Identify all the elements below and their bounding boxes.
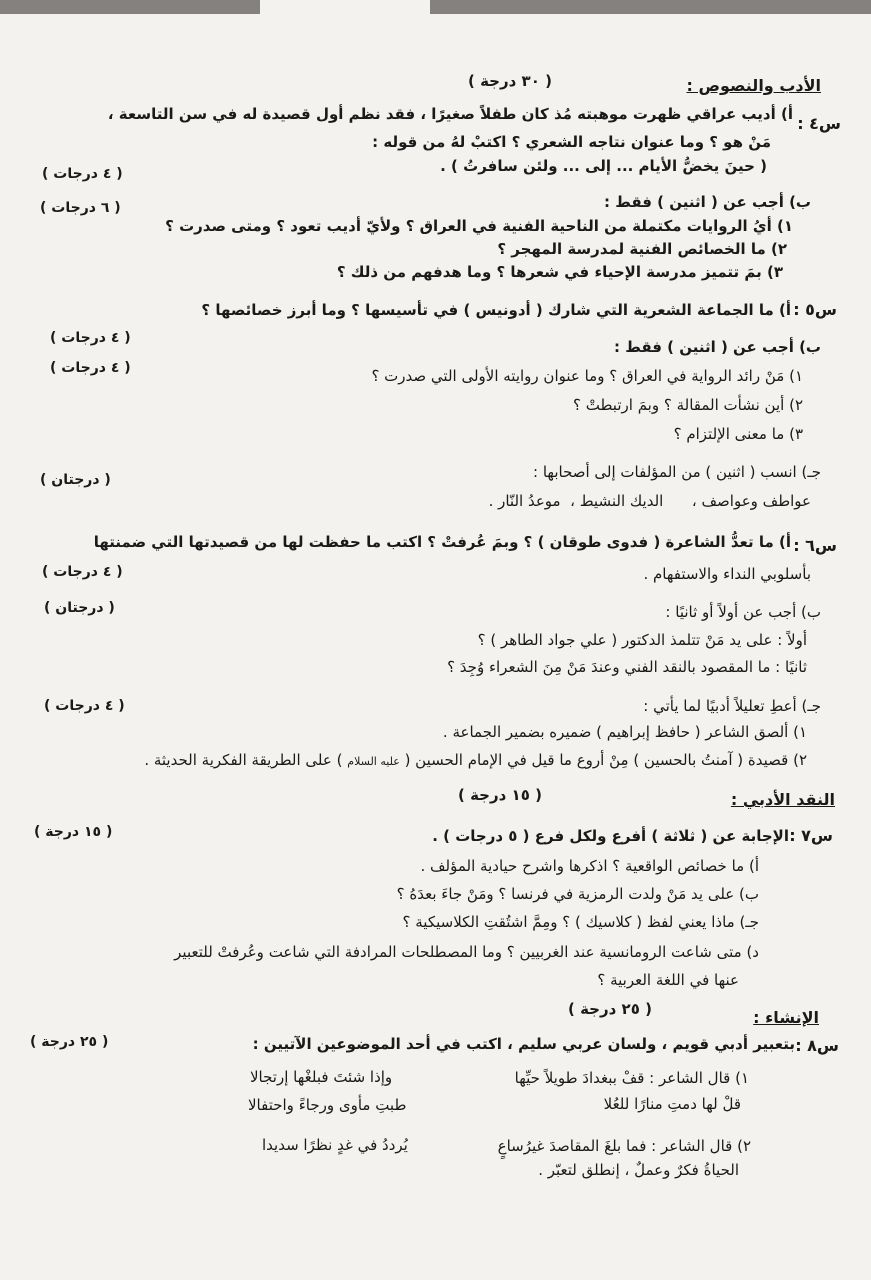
q8-topic2-line2: الحياةُ فكرٌ وعملٌ ، إنطلق لتعبّر . <box>538 1161 739 1179</box>
question-label-q5: س٥ : <box>793 300 837 319</box>
q6-c-item2-part1: ٢) قصيدة ( آمنتُ بالحسين ) مِنْ أروع ما قيل في الإمام الحسين ( <box>404 751 807 769</box>
q7-item-a: أ) ما خصائص الواقعية ؟ اذكرها واشرح حيادية المؤلف . <box>420 857 759 875</box>
q7-head: الإجابة عن ( ثلاثة ) أفرع ولكل فرع ( ٥ درجات ) . <box>432 827 789 845</box>
q4-a-marks: ( ٤ درجات ) <box>42 166 123 182</box>
section-title-composition: الإنشاء : <box>753 1008 819 1027</box>
q8-topic2-verse-second: يُرددُ في غدٍ نظرًا سديدا <box>262 1136 408 1154</box>
q4-b-item3: ٣) بمَ تتميز مدرسة الإحياء في شعرها ؟ وما هدفهم من ذلك ؟ <box>336 263 783 281</box>
q8-topic1-verse2-first: قلْ لها دمتِ منارًا للعُلا <box>603 1095 741 1113</box>
q6-c-head: جـ) أعطِ تعليلاً أدبيًا لما يأتي : <box>643 697 821 715</box>
q4-a-line1: أ) أديب عراقي ظهرت موهبته مُذ كان طفلاً صغيرًا ، فقد نظم أول قصيدة له في سن التاسعة ، <box>107 105 793 123</box>
photo-edge-strip <box>0 0 260 14</box>
q6-c-item2-part2: ) على الطريقة الفكرية الحديثة . <box>144 751 343 769</box>
q5-b-item2: ٢) أين نشأت المقالة ؟ وبمَ ارتبطتْ ؟ <box>573 396 803 414</box>
q6-a-marks: ( ٤ درجات ) <box>42 564 123 580</box>
q6-c-item1: ١) ألصق الشاعر ( حافظ إبراهيم ) ضميره بضمير الجماعة . <box>442 723 807 741</box>
q6-c-item2-honorific: عليه السلام <box>347 755 400 768</box>
q6-b-marks: ( درجتان ) <box>44 600 115 616</box>
q4-a-line2: مَنْ هو ؟ وما عنوان نتاجه الشعري ؟ اكتبْ لهُ من قوله : <box>372 133 771 151</box>
q5-b-head: ب) أجب عن ( اثنين ) فقط : <box>614 338 821 356</box>
q8-topic1-verse1-second: وإذا شئتَ فبلغْها إرتجالا <box>250 1068 393 1086</box>
q7-item-d-line2: عنها في اللغة العربية ؟ <box>597 971 739 989</box>
q6-a-line1: أ) ما تعدُّ الشاعرة ( فدوى طوقان ) ؟ وبمَ عُرفتْ ؟ اكتب ما حفظت لها من قصيدتها التي ضمنتها <box>93 533 791 551</box>
section-marks-literature: ( ٣٠ درجة ) <box>468 72 552 90</box>
q5-c-marks: ( درجتان ) <box>40 472 111 488</box>
q7-item-b: ب) على يد مَنْ ولدت الرمزية في فرنسا ؟ ومَنْ جاءَ بعدَهُ ؟ <box>396 885 759 903</box>
section-title-literature: الأدب والنصوص : <box>686 76 821 95</box>
q5-c-head: جـ) انسب ( اثنين ) من المؤلفات إلى أصحابها : <box>533 463 821 481</box>
q4-b-marks: ( ٦ درجات ) <box>40 200 121 216</box>
q7-item-c: جـ) ماذا يعني لفظ ( كلاسيك ) ؟ ومِمَّ اشتُقتِ الكلاسيكية ؟ <box>402 913 759 931</box>
question-label-q4: س٤ : <box>797 114 841 133</box>
section-marks-composition: ( ٢٥ درجة ) <box>568 1000 652 1018</box>
q5-a-line1: أ) ما الجماعة الشعرية التي شارك ( أدونيس ) في تأسيسها ؟ وما أبرز خصائصها ؟ <box>201 301 791 319</box>
q6-c-marks: ( ٤ درجات ) <box>44 698 125 714</box>
q4-b-item1: ١) أيُ الروايات مكتملة من الناحية الفنية في العراق ؟ ولأيّ أديب تعود ؟ ومتى صدرت ؟ <box>165 217 793 235</box>
q8-head: بتعبير أدبي قويم ، ولسان عربي سليم ، اكتب في أحد الموضوعين الآتيين : <box>252 1035 795 1053</box>
q6-a-line2: بأسلوبي النداء والاستفهام . <box>643 565 811 583</box>
q5-a-marks: ( ٤ درجات ) <box>50 330 131 346</box>
q5-b-item1: ١) مَنْ رائد الرواية في العراق ؟ وما عنوان روايته الأولى التي صدرت ؟ <box>371 367 803 385</box>
q6-c-item2 <box>144 750 807 772</box>
section-title-criticism: النقد الأدبي : <box>730 790 835 809</box>
section-marks-criticism: ( ١٥ درجة ) <box>458 786 542 804</box>
q5-c-items: عواطف وعواصف ، الديك النشيط ، موعدُ النّار . <box>488 492 811 510</box>
question-label-q7: س٧ : <box>789 826 833 845</box>
q8-topic1-intro: ١) قال الشاعر : قفْ ببغدادَ طويلاً حيِّها <box>514 1069 749 1087</box>
q7-item-d-line1: د) متى شاعت الرومانسية عند الغربيين ؟ وما المصطلحات المرادفة التي شاعت وعُرفتْ للتعبير <box>174 943 759 961</box>
q6-b-head: ب) أجب عن أولاً أو ثانيًا : <box>665 603 821 621</box>
q4-a-line3: ( حينَ يخضُّ الأيام ... إلى ... ولئن سافرتُ ) . <box>440 157 767 175</box>
q4-b-head: ب) أجب عن ( اثنين ) فقط : <box>604 193 811 211</box>
q8-topic1-verse2-second: طبتِ مأوى ورجاءً واحتفالا <box>248 1096 407 1114</box>
q6-b-item2: ثانيًا : ما المقصود بالنقد الفني وعندَ مَنْ مِنَ الشعراء وُجِدَ ؟ <box>447 658 807 676</box>
question-label-q8: س٨ : <box>795 1036 839 1055</box>
q6-b-item1: أولاً : على يد مَنْ تتلمذ الدكتور ( علي جواد الطاهر ) ؟ <box>477 631 807 649</box>
q5-b-item3: ٣) ما معنى الإلتزام ؟ <box>673 425 803 443</box>
q8-marks: ( ٢٥ درجة ) <box>30 1034 109 1050</box>
photo-edge-strip <box>430 0 871 14</box>
q5-b-marks: ( ٤ درجات ) <box>50 360 131 376</box>
q7-marks: ( ١٥ درجة ) <box>34 824 113 840</box>
q8-topic2-intro: ٢) قال الشاعر : فما بلغَ المقاصدَ غيرُساعٍ <box>497 1137 751 1155</box>
q4-b-item2: ٢) ما الخصائص الفنية لمدرسة المهجر ؟ <box>497 240 787 258</box>
question-label-q6: س٦ : <box>793 536 837 555</box>
